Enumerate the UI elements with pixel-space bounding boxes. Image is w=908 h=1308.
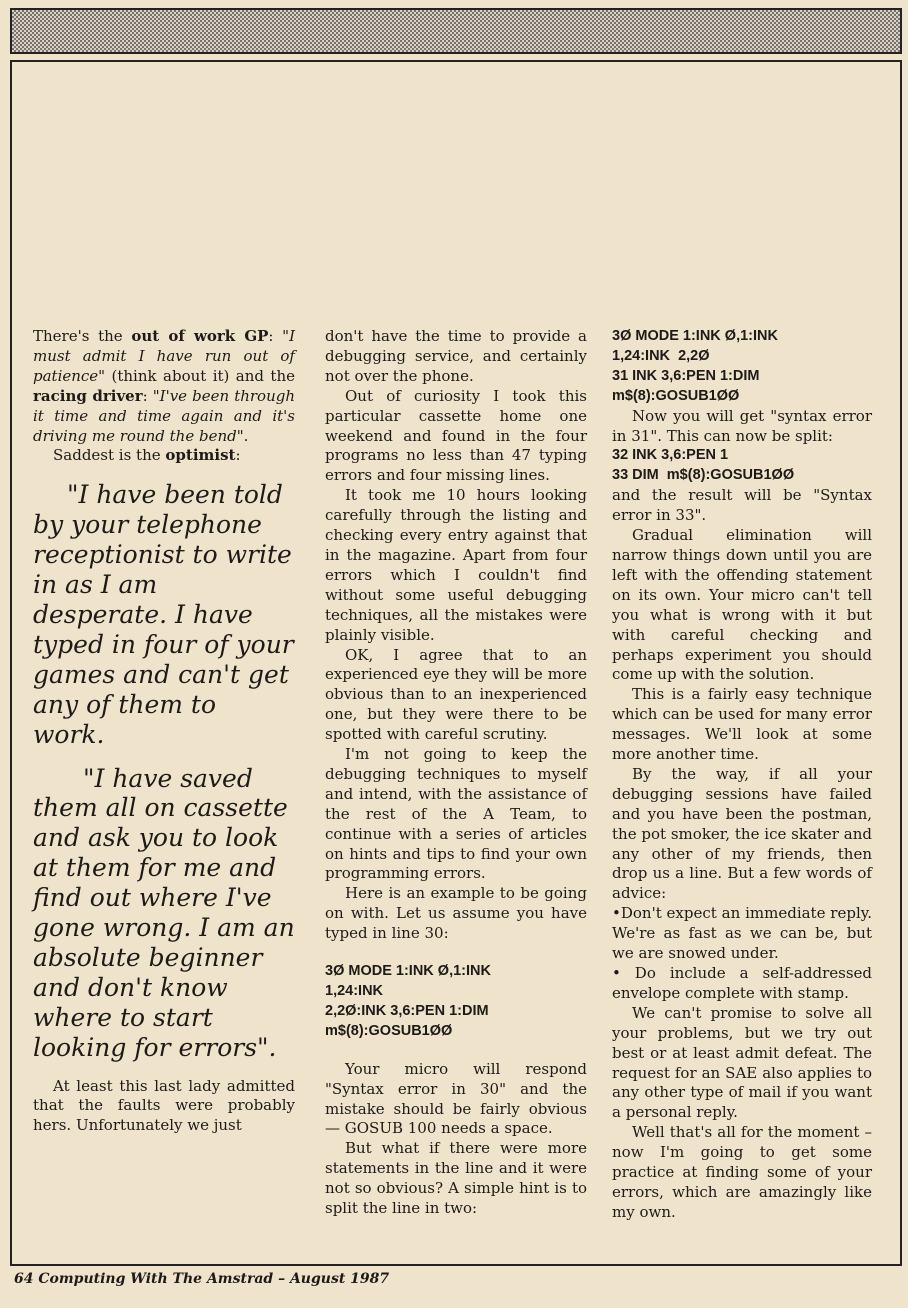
pull-quote: "I have saved them all on cassette and ask you to look at them for me and find out where I've gone wrong. I am an absolute beginner and don't know where to start looking for errors".: [33, 763, 295, 1062]
paragraph: [33, 327, 295, 446]
paragraph: By the way, if all your debugging sessions have failed and you have been the postman, the pot smoker, the ice skater and any other of my friends, then drop us a line. But a few words of advice:: [612, 764, 872, 903]
paragraph: OK, I agree that to an experienced eye they will be more obvious than to an inexperienced one, but they were there to be spotted with careful scrutiny.: [325, 645, 587, 744]
paragraph: Here is an example to be going on with. Let us assume you have typed in line 30:: [325, 884, 587, 943]
paragraph: We can't promise to solve all your problems, but we try out best or at least admit defeat. The request for an SAE also applies to any other type of mail if you want a personal reply.: [612, 1003, 872, 1122]
paragraph: [33, 446, 295, 466]
italic-text: "I must admit I have run out of patience": [33, 327, 295, 385]
paragraph: Well that's all for the moment – now I'm going to get some practice at finding some of your errors, which are amazingly like my own.: [612, 1123, 872, 1221]
paragraph: Gradual elimination will narrow things down until you are left with the offending statement on its own. Your micro can't tell you what is wrong with it but with careful checking and perhaps experiment you should come up with the solution.: [612, 526, 872, 684]
text: There's the: [33, 327, 132, 345]
paragraph: It took me 10 hours looking carefully through the listing and checking every entry against that in the magazine. Apart from four errors which I couldn't find without some useful debugging techniques, all the mistakes were plainly visible.: [325, 486, 587, 644]
spacer: [325, 1042, 587, 1060]
bullet-item: • Do include a self-addressed envelope complete with stamp.: [612, 964, 872, 1002]
text: Saddest is the: [53, 446, 166, 465]
paragraph: Your micro will respond "Syntax error in 30" and the mistake should be fairly obvious — GOSUB 100 needs a space.: [325, 1059, 587, 1138]
text: :: [142, 386, 153, 405]
paragraph: Out of curiosity I took this particular cassette home one weekend and found in the four programs no less than 47 typing errors and four missing lines.: [325, 386, 587, 485]
spacer: [325, 944, 587, 962]
bold-text: optimist: [165, 446, 236, 465]
text: :: [268, 327, 283, 345]
text: .: [243, 426, 249, 445]
text: (think about it) and the: [105, 366, 295, 385]
bullet-item: •Don't expect an immediate reply. We're as fast as we can be, but we are snowed under.: [612, 904, 872, 963]
column-1: [33, 327, 295, 1136]
paragraph: and the result will be "Syntax error in 33".: [612, 486, 872, 525]
italic-text: "I've been through it time and time again and it's driving me round the bend": [33, 386, 296, 445]
column-3: [612, 327, 872, 1223]
page-footer: 64 Computing With The Amstrad – August 1987: [14, 1271, 390, 1287]
code-listing: 3Ø MODE 1:INK Ø,1:INK 1,24:INK 2,2Ø:INK 3,6:PEN 1:DIM m$(8):GOSUB1ØØ: [325, 963, 491, 1039]
paragraph: Now you will get "syntax error in 31". This can now be split:: [612, 406, 872, 445]
bold-text: racing driver: [33, 386, 143, 405]
paragraph: At least this last lady admitted that the faults were probably hers. Unfortunately we just: [33, 1076, 295, 1135]
pull-quote: "I have been told by your telephone receptionist to write in as I am desperate. I have typed in four of your games and can't get any of them to work.: [33, 480, 294, 749]
top-pattern-band: [10, 8, 902, 54]
paragraph: But what if there were more statements in the line and it were not so obvious? A simple hint is to split the line in two:: [325, 1139, 587, 1218]
bold-text: out of work GP: [131, 327, 269, 345]
column-2: [325, 327, 587, 1219]
paragraph: This is a fairly easy technique which can be used for many error messages. We'll look at some more another time.: [612, 685, 872, 764]
paragraph: I'm not going to keep the debugging techniques to myself and intend, with the assistance of the rest of the A Team, to continue with a series of articles on hints and tips to find your own programming errors.: [325, 745, 587, 883]
code-listing: 3Ø MODE 1:INK Ø,1:INK 1,24:INK 2,2Ø 31 INK 3,6:PEN 1:DIM m$(8):GOSUB1ØØ: [612, 328, 778, 404]
paragraph: don't have the time to provide a debugging service, and certainly not over the phone.: [325, 327, 587, 385]
code-listing: 32 INK 3,6:PEN 1 33 DIM m$(8):GOSUB1ØØ: [612, 447, 795, 484]
text: :: [235, 446, 241, 465]
